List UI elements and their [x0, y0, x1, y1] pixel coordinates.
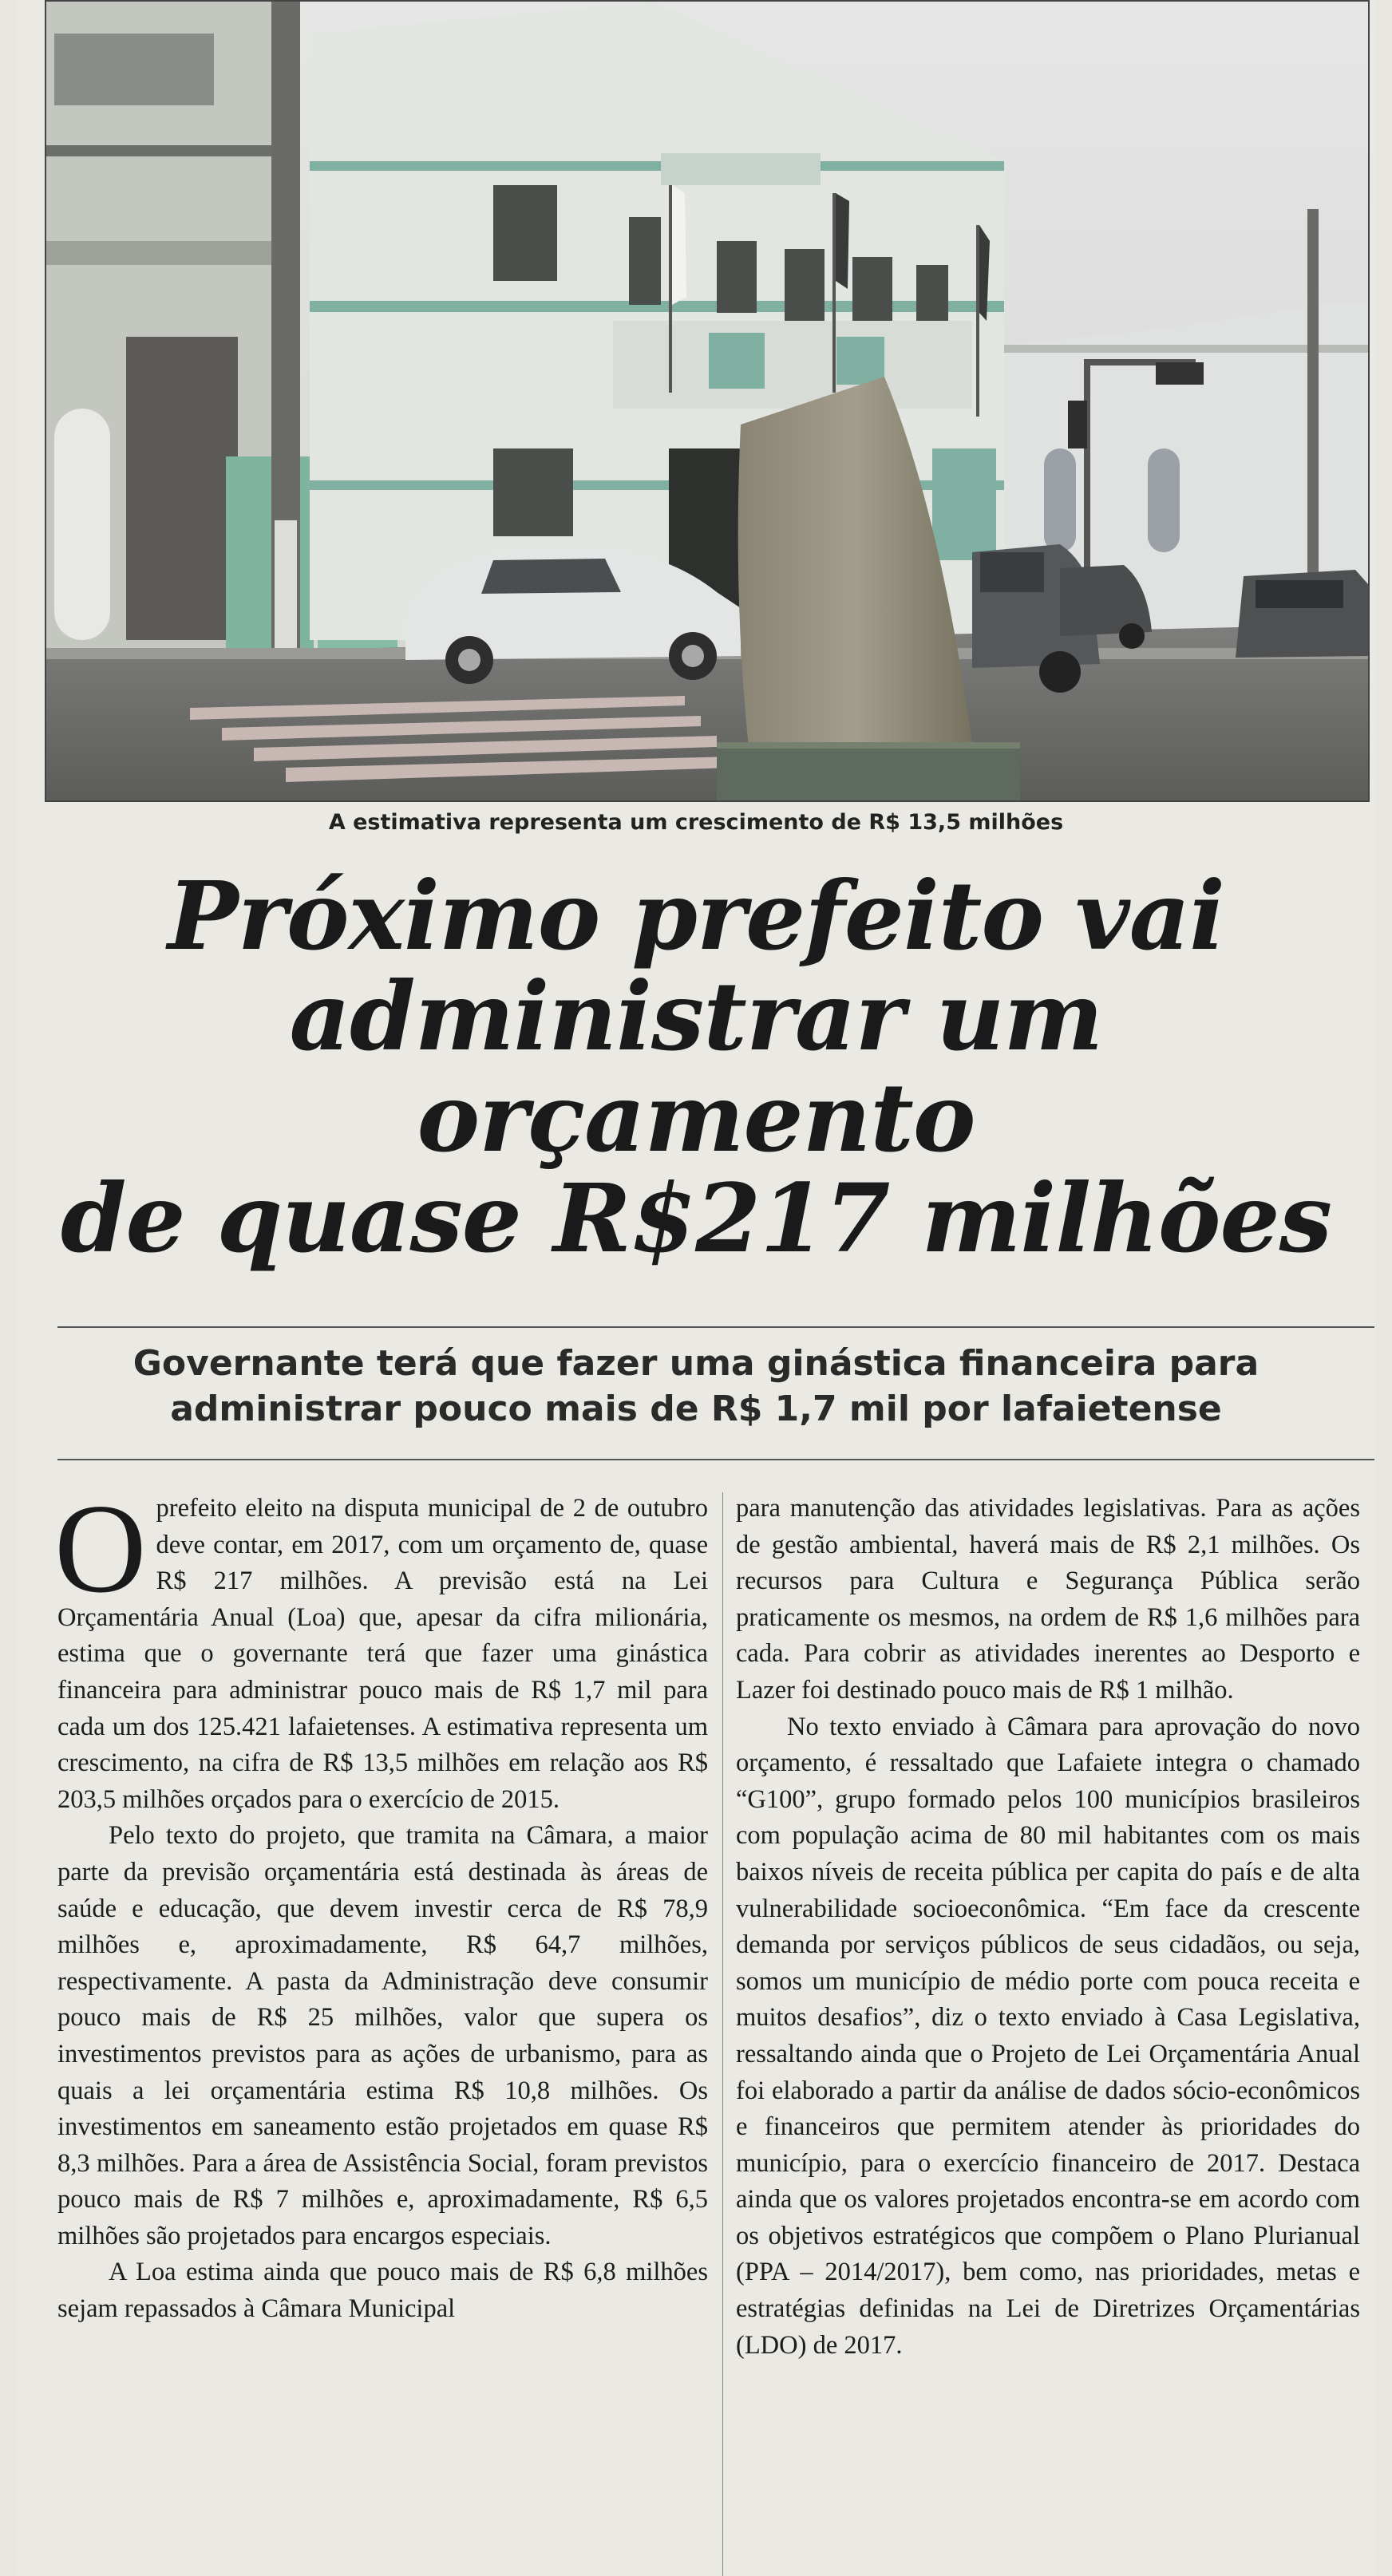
paragraph: No texto enviado à Câmara para aprovação do novo orçamento, é ressaltado que Lafaiete integra o chamado “G100”, grupo formado pelos 100 municípios brasileiros com população acima de 80 mil habitantes com os mais baixos níveis de receita pública per capita do país e de alta vulnerabilidade socioeconômica. “Em face da crescente demanda por serviços públicos de seus cidadãos, ou seja, somos um município de médio porte com pouca receita e muitos desafios”, diz o texto enviado à Casa Legislativa, ressaltando ainda que o Projeto de Lei Orçamentária Anual foi elaborado a partir da análise de dados sócio-econômicos e financeiros que permitem atender às prioridades do município, para o exercício financeiro de 2017. Destaca ainda que os valores projetados encontra-se em acordo com os objetivos estratégicos que compõem o Plano Plurianual (PPA – 2014/2017), bem como, nas prioridades, metas e estratégias definidas na Lei de Diretrizes Orçamentárias (LDO) de 2017.	[736, 1712, 1360, 2360]
rule-top	[57, 1326, 1374, 1328]
headline	[18, 860, 1374, 1274]
article-column-left	[54, 1477, 708, 2328]
dropcap: O	[54, 1477, 147, 1619]
paragraph	[54, 1477, 708, 1818]
headline-line-1: Próximo prefeito vai	[168, 860, 1224, 971]
rule-bottom	[57, 1459, 1374, 1460]
headline-line-2: administrar um orçamento	[289, 961, 1103, 1173]
newspaper-page	[18, 0, 1374, 2576]
subheadline-line-1: Governante terá que fazer uma ginástica financeira para	[132, 1343, 1260, 1384]
subheadline	[18, 1341, 1374, 1432]
paragraph: para manutenção das atividades legislativas. Para as ações de gestão ambiental, haverá mais de R$ 2,1 milhões. Os recursos para Cultura e Segurança Pública serão praticamente os mesmos, na ordem de R$ 1,6 milhões para cada. Para cobrir as atividades inerentes ao Desporto e Lazer foi destinado pouco mais de R$ 1 milhão.	[736, 1494, 1360, 1705]
paragraph-text: prefeito eleito na disputa municipal de 2 de outubro deve contar, em 2017, com um orçamento de, quase R$ 217 milhões. A previsão está na Lei Orçamentária Anual (Loa) que, apesar da cifra milionária, estima que o governante terá que fazer uma ginástica financeira para administrar pouco mais de R$ 1,7 mil para cada um dos 125.421 lafaietenses. A estimativa representa um crescimento, na cifra de R$ 13,5 milhões em relação aos R$ 203,5 milhões orçados para o exercício de 2015.	[57, 1494, 708, 1814]
column-divider	[722, 1492, 723, 2576]
photo-caption: A estimativa representa um crescimento de R$ 13,5 milhões	[328, 810, 1064, 835]
street-photo	[45, 0, 1370, 802]
paragraph: Pelo texto do projeto, que tramita na Câmara, a maior parte da previsão orçamentária está destinada às áreas de saúde e educação, que devem investir cerca de R$ 78,9 milhões e, aproximadamente, R$ 64,7 milhões, respectivamente. A pasta da Administração deve consumir pouco mais de R$ 25 milhões, valor que supera os investimentos previstos para as ações de urbanismo, para as quais a lei orçamentária estima R$ 10,8 milhões. Os investimentos em saneamento estão projetados em quase R$ 8,3 milhões. Para a área de Assistência Social, foram previstos pouco mais de R$ 7 milhões e, aproximadamente, R$ 6,5 milhões são projetados para encargos especiais.	[57, 1821, 708, 2250]
article-column-right	[736, 1491, 1360, 2364]
paragraph: A Loa estima ainda que pouco mais de R$ 6,8 milhões sejam repassados à Câmara Municipal	[57, 2258, 708, 2324]
headline-line-3: de quase R$217 milhões	[60, 1162, 1332, 1274]
subheadline-line-2: administrar pouco mais de R$ 1,7 mil por lafaietense	[170, 1389, 1222, 1430]
